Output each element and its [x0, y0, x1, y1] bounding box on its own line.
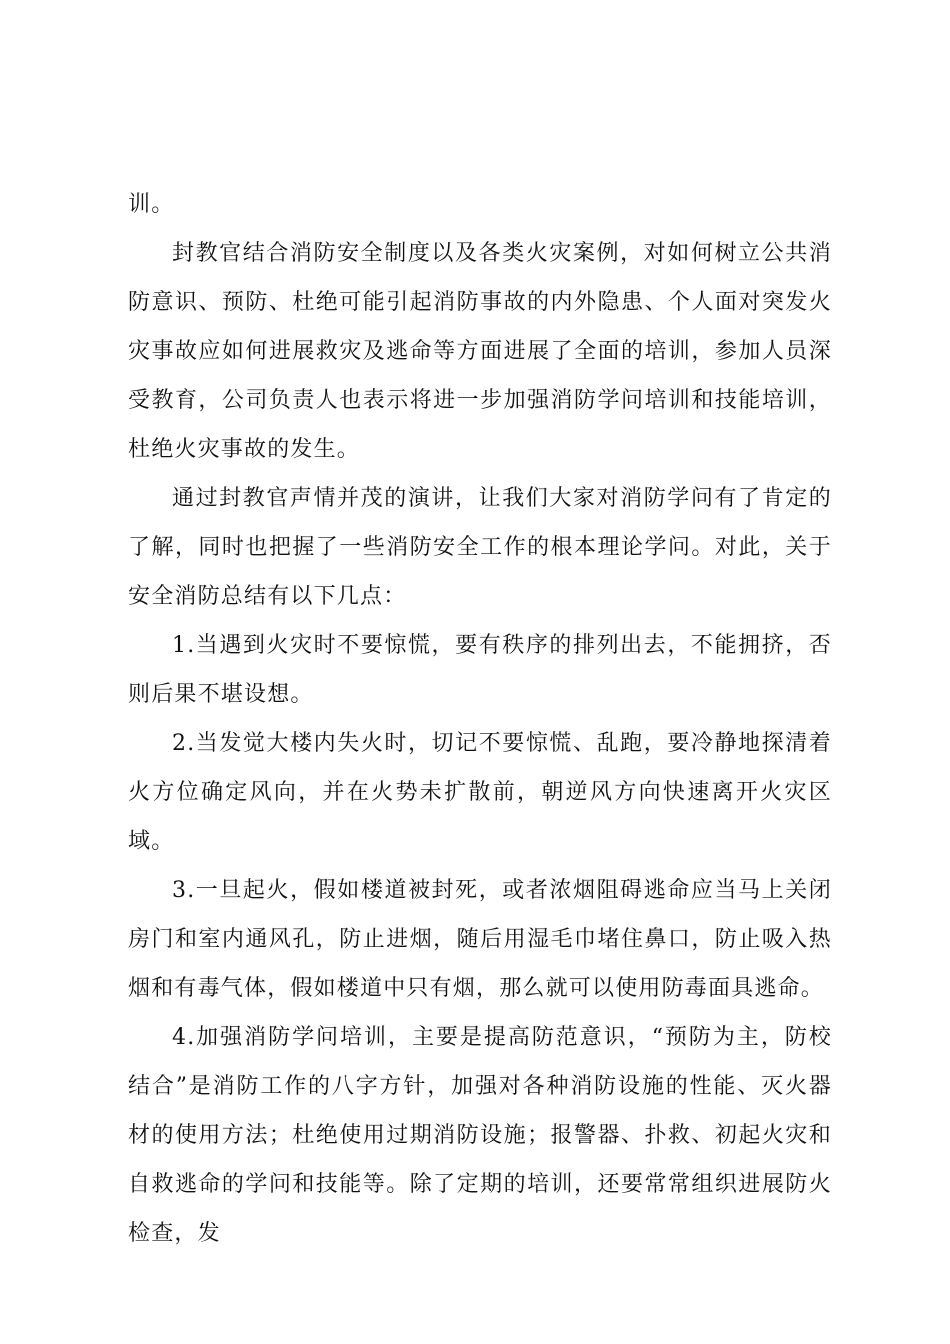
list-item-point-1: 1.当遇到火灾时不要惊慌，要有秩序的排列出去，不能拥挤，否则后果不堪设想。: [128, 633, 832, 707]
document-body: [128, 180, 832, 1258]
paragraph-continuation: 训。: [128, 192, 175, 217]
paragraph-speech-summary: 通过封教官声情并茂的演讲，让我们大家对消防学问有了肯定的了解，同时也把握了一些消防安全工作的根本理论学问。对此，关于安全消防总结有以下几点：: [128, 486, 832, 609]
list-item-point-4: 4.加强消防学问培训，主要是提高防范意识，“预防为主，防校结合”是消防工作的八字方针，加强对各种消防设施的性能、灭火器材的使用方法；杜绝使用过期消防设施；报警器、扑救、初起火灾和自救逃命的学问和技能等。除了定期的培训，还要常常组织进展防火检查，发: [128, 1025, 832, 1246]
list-item-point-3: 3.一旦起火，假如楼道被封死，或者浓烟阻碍逃命应当马上关闭房门和室内通风孔，防止进烟，随后用湿毛巾堵住鼻口，防止吸入热烟和有毒气体，假如楼道中只有烟，那么就可以使用防毒面具逃命。: [128, 878, 832, 1001]
list-item-point-2: 2.当发觉大楼内失火时，切记不要惊慌、乱跑，要冷静地探清着火方位确定风向，并在火势未扩散前，朝逆风方向快速离开火灾区域。: [128, 731, 832, 854]
paragraph-training-summary: 封教官结合消防安全制度以及各类火灾案例，对如何树立公共消防意识、预防、杜绝可能引起消防事故的内外隐患、个人面对突发火灾事故应如何进展救灾及逃命等方面进展了全面的培训，参加人员深受教育，公司负责人也表示将进一步加强消防学问培训和技能培训，杜绝火灾事故的发生。: [128, 241, 832, 462]
